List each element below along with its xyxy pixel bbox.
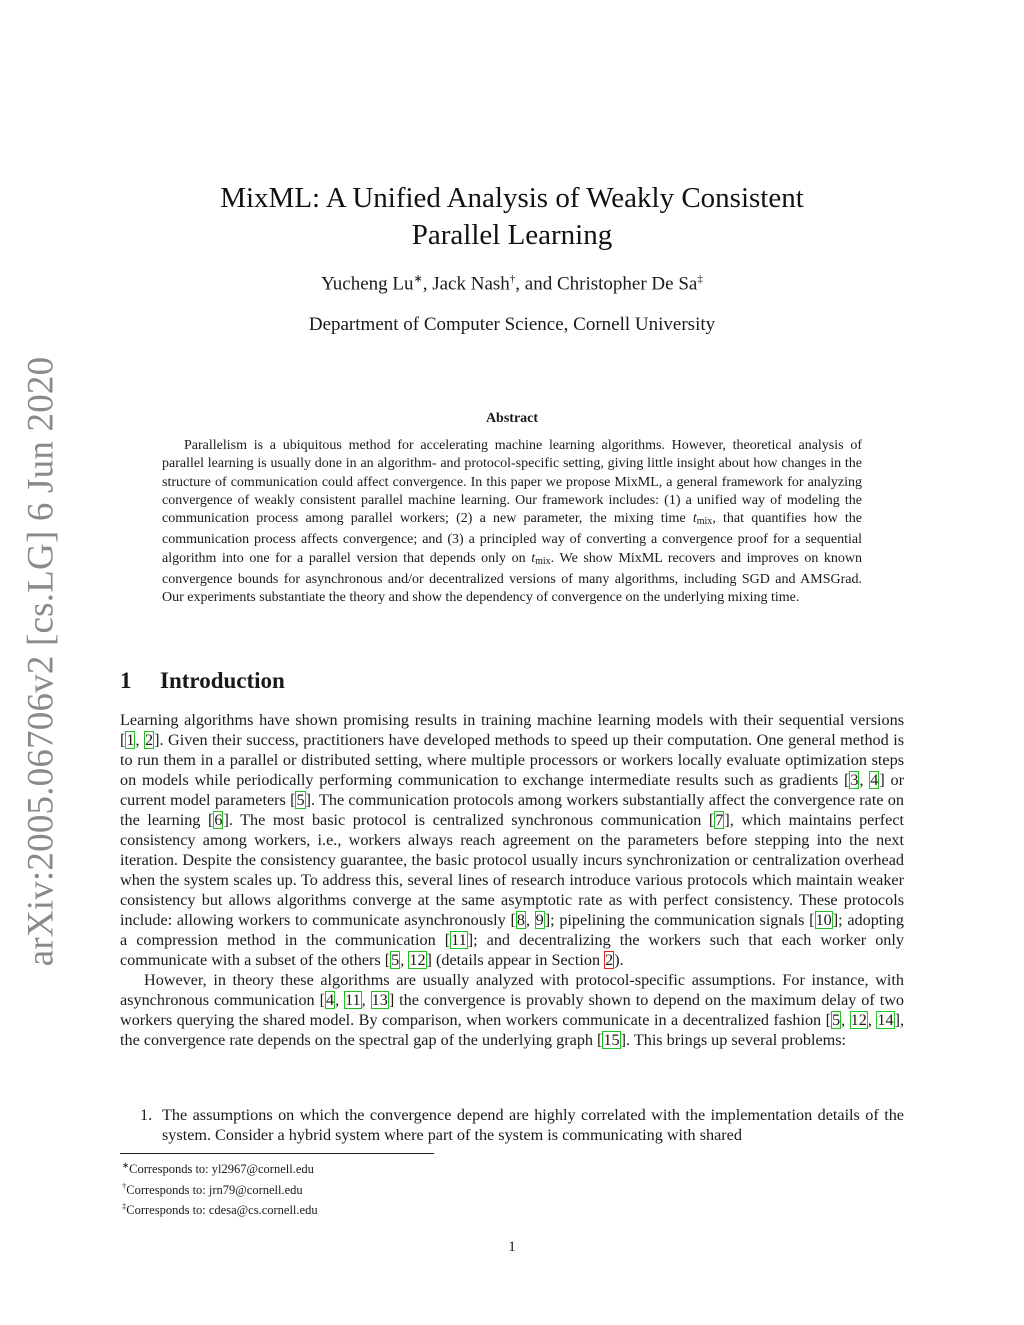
list-item	[140, 1105, 904, 1145]
arxiv-identifier: arXiv:2005.06706v2 [cs.LG] 6 Jun 2020	[20, 356, 62, 966]
citation-link[interactable]: 4	[870, 771, 879, 789]
footnote: ‡Corresponds to: cdesa@cs.cornell.edu	[122, 1201, 318, 1218]
author-name: Yucheng Lu	[321, 273, 414, 295]
author-mark: †	[509, 273, 516, 285]
footnotes	[122, 1157, 318, 1219]
citation-link[interactable]: 2	[145, 731, 154, 749]
section-title-text: Introduction	[160, 668, 285, 693]
title-line-2: Parallel Learning	[411, 219, 613, 251]
paragraph: However, in theory these algorithms are usually analyzed with protocol-specific assumptions. For instance, with asynchronous communication [4, 11, 13] the convergence is provably shown to depend on the maximum delay of two workers querying the shared model. By comparison, when workers communicate in a decentralized fashion [5, 12, 14], the convergence rate depends on the spectral gap of the underlying graph [15]. This brings up several problems:	[120, 971, 905, 1049]
math-t-mix: $t_{mix}$	[692, 511, 713, 528]
citation-link[interactable]: 15	[603, 1031, 620, 1049]
abstract-heading: Abstract	[485, 411, 539, 426]
citation-link[interactable]: 7	[715, 811, 724, 829]
section-heading	[120, 668, 285, 694]
affiliation: Department of Computer Science, Cornell University	[308, 314, 716, 335]
list-item-text: The assumptions on which the convergence depend are highly correlated with the implementation details of the system. Consider a hybrid system where part of the system is communicating with shared	[162, 1106, 904, 1144]
paragraph: Learning algorithms have shown promising results in training machine learning models with their sequential versions [1, 2]. Given their success, practitioners have developed methods to speed up their computation. One general method is to run them in a parallel or distributed setting, where multiple processors or workers locally evaluate optimization steps on models while periodically performing communication to exchange intermediate results such as gradients [3, 4] or current model parameters [5]. The communication protocols among workers substantially affect the convergence rate on the learning [6]. The most basic protocol is centralized synchronous communication [7], which maintains perfect consistency among workers, i.e., workers always reach agreement on the parameters before stepping into the next iteration. Despite the consistency guarantee, the basic protocol usually incurs synchronization or centralization overhead when the system scales up. To address this, several lines of research introduce various protocols which maintain weaker consistency but allows algorithms converge at the same asymptotic rate as with perfect consistency. These protocols include: allowing workers to communicate asynchronously [8, 9]; pipelining the communication signals [10]; adopting a compression method in the communication [11]; and decentralizing the workers such that each worker only communicate with a subset of the others [5, 12] (details appear in Section 2).	[120, 711, 905, 969]
citation-link[interactable]: 1	[126, 731, 135, 749]
citation-link[interactable]: 4	[325, 991, 335, 1009]
paper-title	[112, 180, 912, 254]
citation-link[interactable]: 12	[409, 951, 426, 969]
list-marker: 1.	[140, 1106, 153, 1124]
citation-link[interactable]: 5	[391, 951, 400, 969]
author-list: Yucheng Lu∗, Jack Nash†, and Christopher De Sa‡	[321, 273, 703, 295]
citation-link[interactable]: 13	[371, 991, 388, 1009]
citation-link[interactable]: 5	[832, 1011, 841, 1029]
citation-link[interactable]: 5	[296, 791, 305, 809]
citation-link[interactable]: 9	[535, 911, 544, 929]
math-t-mix: $t_{mix}$	[531, 550, 551, 567]
citation-link[interactable]: 11	[451, 931, 467, 949]
citation-link[interactable]: 3	[850, 771, 859, 789]
author-name: Christopher De Sa	[556, 273, 698, 295]
citation-link[interactable]: 6	[214, 811, 223, 829]
abstract-body: Parallelism is a ubiquitous method for accelerating machine learning algorithms. However, theoretical analysis of parallel learning is usually done in an algorithm- and protocol-specific setting, giving little insight about how changes in the structure of communication could affect convergence. In this paper we propose MixML, a general framework for analyzing convergence of weakly consistent parallel machine learning. Our framework includes: (1) a unified way of modeling the communication process among parallel workers; (2) a new parameter, the mixing time $t_{mix}$, that quantifies how the communication process affects convergence; and (3) a principled way of converting a convergence proof for a sequential algorithm into one for a parallel version that depends only on $t_{mix}$. We show MixML recovers and improves on known convergence bounds for asynchronous and/or decentralized versions of many algorithms, including SGD and AMSGrad. Our experiments substantiate the theory and show the dependency of convergence on the underlying mixing time.	[162, 438, 862, 606]
author-mark: ∗	[413, 273, 423, 285]
footnote-rule	[120, 1153, 434, 1154]
title-line-1: MixML: A Unified Analysis of Weakly Consistent	[220, 182, 804, 214]
citation-link[interactable]: 14	[877, 1011, 894, 1029]
citation-link[interactable]: 11	[345, 991, 361, 1009]
arxiv-sidebar	[20, 356, 62, 966]
citation-link[interactable]: 10	[815, 911, 832, 929]
page-number: 1	[508, 1239, 516, 1255]
citation-link[interactable]: 8	[516, 911, 525, 929]
section-body	[120, 710, 904, 1050]
section-ref-link[interactable]: 2	[605, 951, 614, 969]
footnote: ∗Corresponds to: yl2967@cornell.edu	[122, 1160, 314, 1177]
author-mark: ‡	[697, 273, 703, 285]
author-name: Jack Nash	[432, 273, 510, 295]
footnote: †Corresponds to: jrn79@cornell.edu	[122, 1180, 303, 1197]
section-number: 1	[120, 668, 132, 693]
citation-link[interactable]: 12	[850, 1011, 867, 1029]
